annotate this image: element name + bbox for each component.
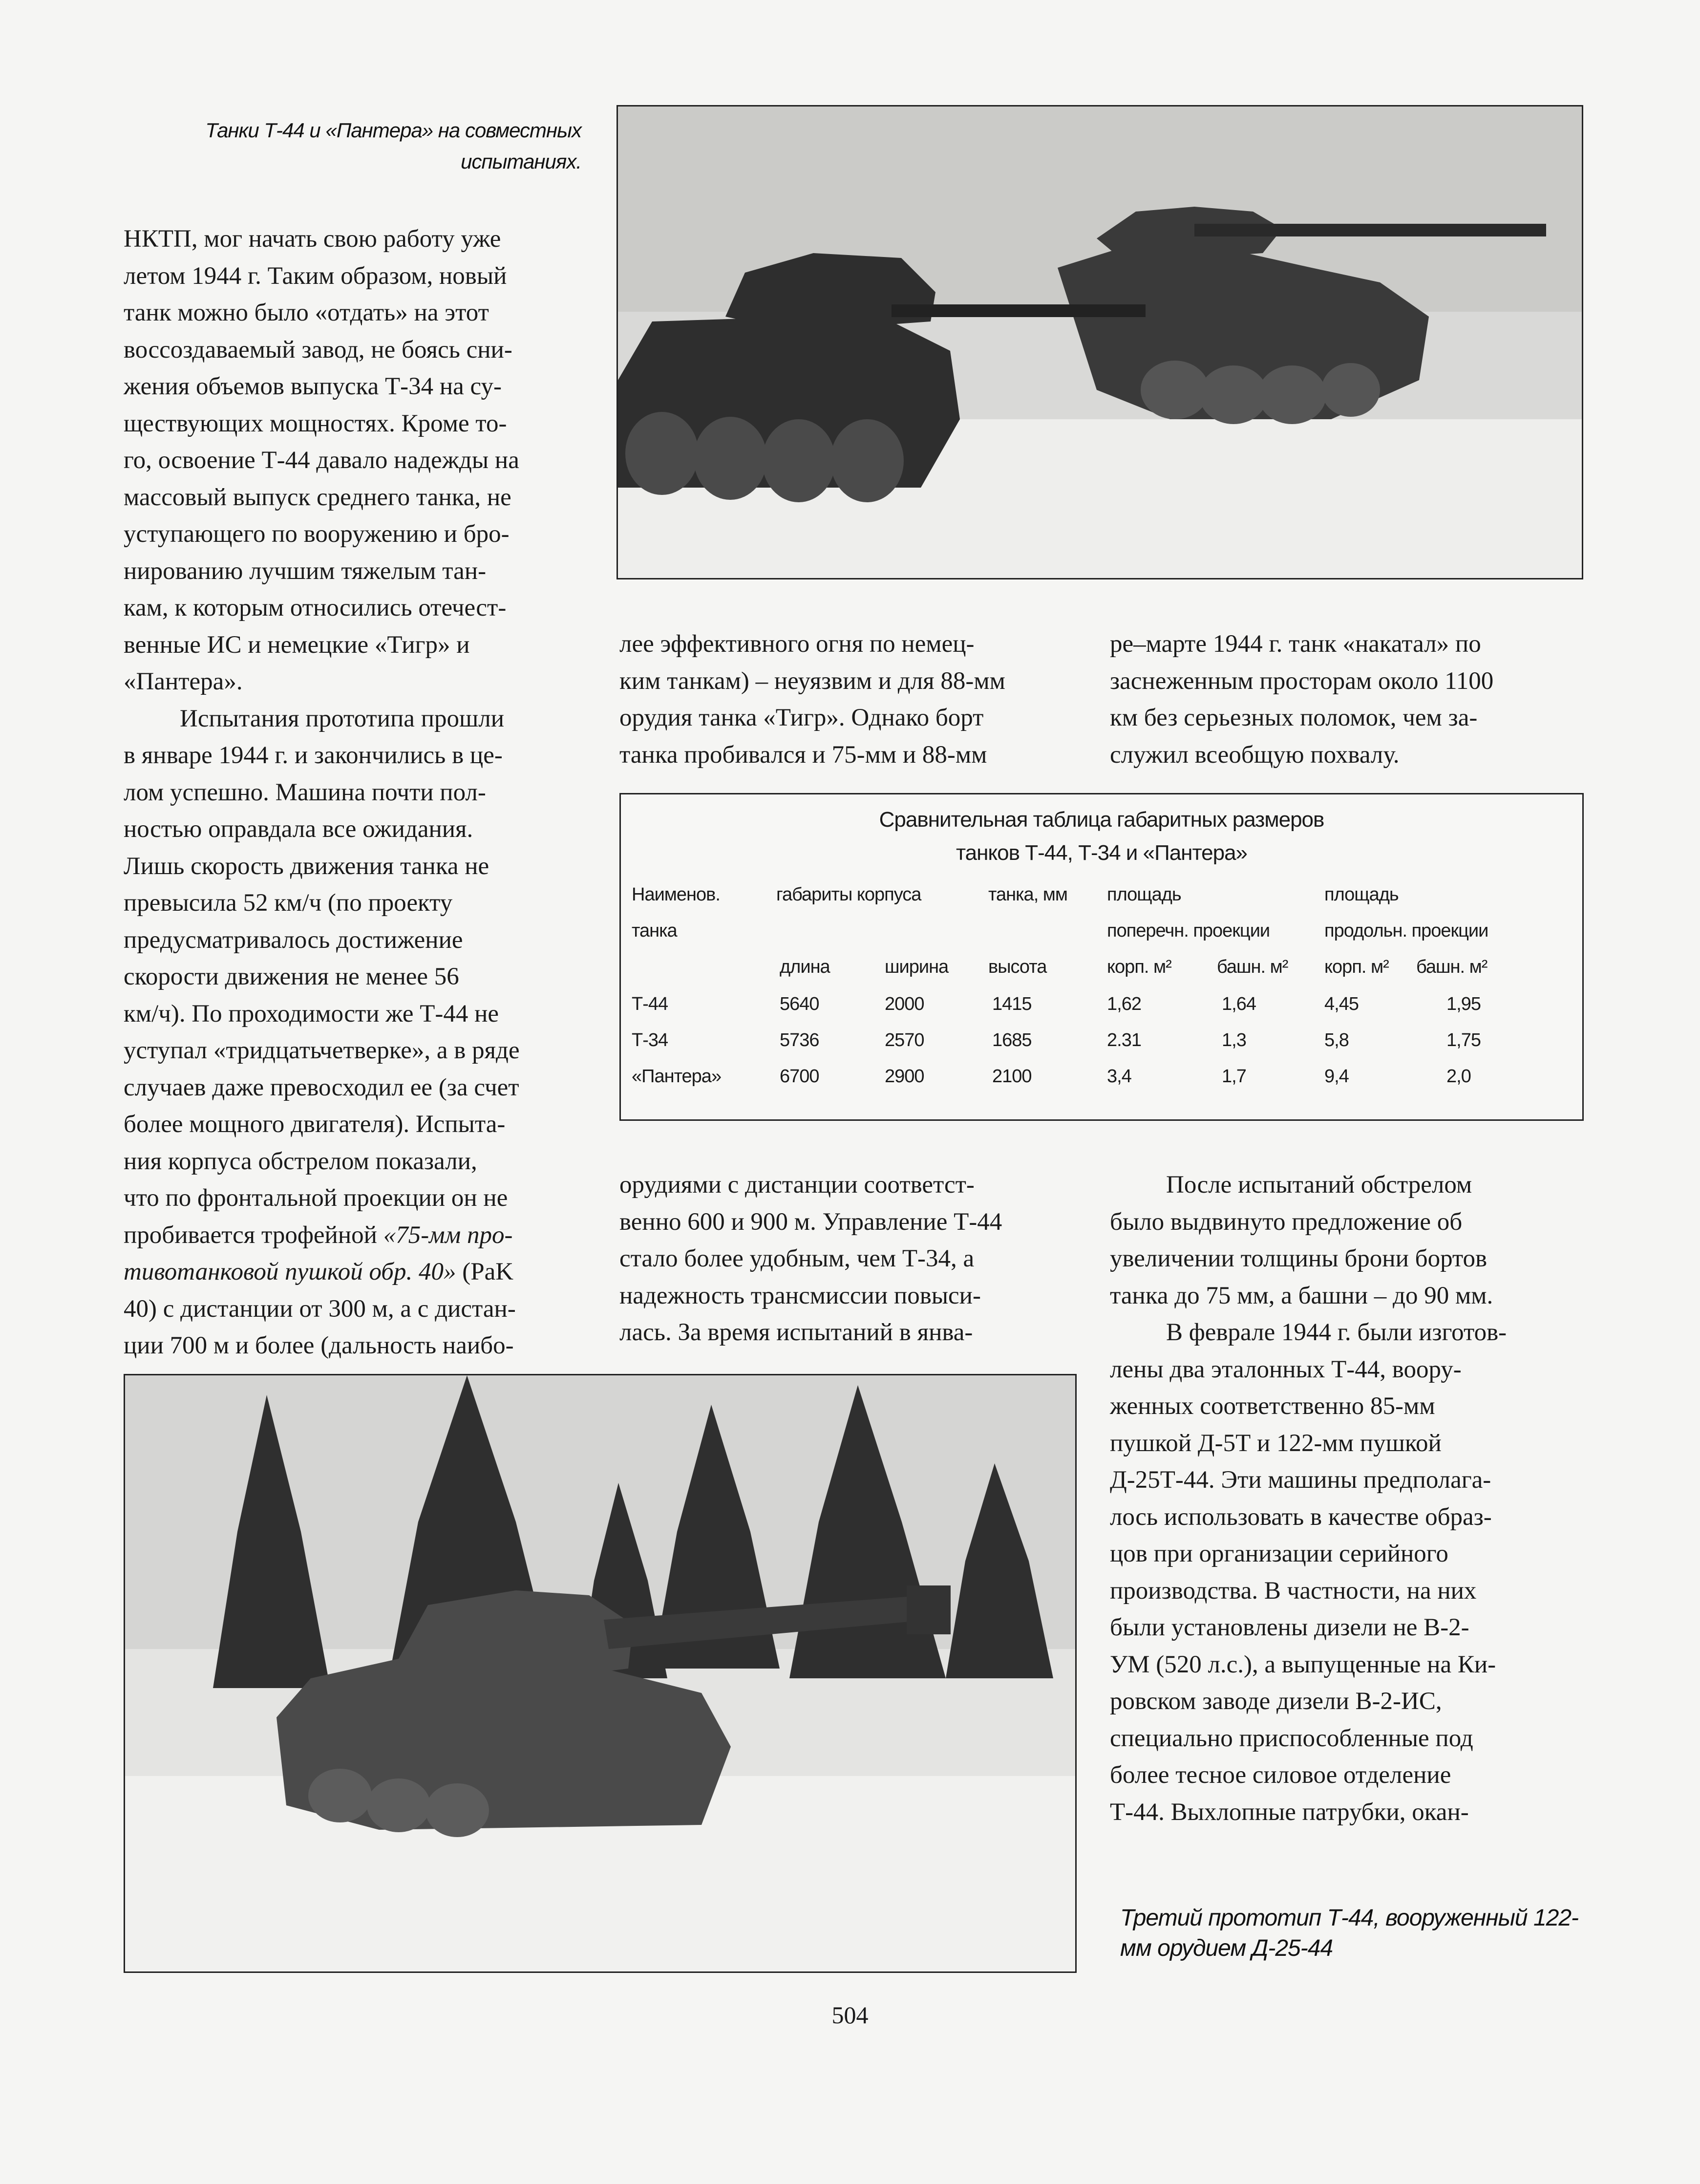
table-cell: 1685 <box>992 1030 1032 1050</box>
table-title-line-1: Сравнительная таблица габаритных размеров <box>879 808 1324 832</box>
table-header: габариты корпуса <box>776 884 921 905</box>
table-cell: 1,95 <box>1446 994 1481 1014</box>
tanks-photo-illustration <box>618 107 1582 578</box>
table-cell: 5736 <box>780 1030 819 1050</box>
column-mid-bottom: орудиями с дистанции соответст- венно 600 и 900 м. Управление Т-44 стало более удобным, чем Т-34, а надежность трансмиссии повыси- лась. За время испытаний в янва- <box>619 1171 1002 1346</box>
table-header: продольн. проекции <box>1324 921 1488 941</box>
column-right-top: ре–марте 1944 г. танк «накатал» по заснеженным просторам около 1100 км без серьезных поломок, чем за- служил всеобщую похвалу. <box>1110 630 1494 769</box>
column-mid-top: лее эффективного огня по немец- ким танкам) – неуязвим и для 88-мм орудия танка «Тигр». Однако борт танка пробивался и 75-мм и 88-мм <box>619 630 1005 769</box>
table-cell: 9,4 <box>1324 1066 1349 1087</box>
left-italic-line-1: пробивается трофейной «75-мм про- <box>124 1221 513 1249</box>
table-header: высота <box>988 957 1047 977</box>
left-italic-line-2: тивотанковой пушкой обр. 40» (PaK <box>124 1258 514 1285</box>
t44-prototype-photo-illustration <box>125 1375 1075 1971</box>
table-cell: 4,45 <box>1324 994 1359 1014</box>
table-header: Наименов. <box>632 884 720 905</box>
table-cell: 1,3 <box>1222 1030 1246 1050</box>
table-cell: 2900 <box>885 1066 924 1087</box>
table-cell: 1,64 <box>1222 994 1256 1014</box>
bottom-photo-caption: Третий прототип Т-44, вооруженный 122- мм орудием Д-25-44 <box>1120 1905 1579 1961</box>
table-header: площадь <box>1324 884 1399 905</box>
bottom-photo <box>124 1374 1077 1973</box>
table-cell: 2100 <box>992 1066 1032 1087</box>
table-header: корп. м² <box>1107 957 1171 977</box>
table-cell: 5640 <box>780 994 819 1014</box>
table-header: ширина <box>885 957 949 977</box>
right-paragraph-2: В феврале 1944 г. были изготов- лены два эталонных Т-44, воору- женных соответственно 85-мм пушкой Д-5Т и 122-мм пушкой Д-25Т-44. Эти машины предполага- лось использовать в качестве образ- цов при организации серийного производства. В частности, на них были установлены дизели не В-2- УМ (520 л.с.), а выпущенные на Ки- ровском заводе дизели В-2-ИС, специально приспособленные под более тесное силовое отделение Т-44. Выхлопные патрубки, окан- <box>1110 1319 1507 1826</box>
left-paragraph-1: НКТП, мог начать свою работу уже летом 1944 г. Таким образом, новый танк можно было «отдать» на этот воссоздаваемый завод, не боясь сни- жения объемов выпуска Т-34 на су- ществующих мощностях. Кроме то- го, освоение Т-44 давало надежды на массовый выпуск среднего танка, не уступающего по вооружению и бро- нированию лучшим тяжелым тан- кам, к которым относились отечест- венные ИС и немецкие «Тигр» и «Пантера». <box>124 225 519 695</box>
top-photo <box>616 105 1583 579</box>
table-cell: 1415 <box>992 994 1032 1014</box>
table-cell: 1,75 <box>1446 1030 1481 1050</box>
table-cell: 6700 <box>780 1066 819 1087</box>
table-header: танка <box>632 921 677 941</box>
table-header: поперечн. проекции <box>1107 921 1270 941</box>
table-cell: 2000 <box>885 994 924 1014</box>
table-cell: 1,62 <box>1107 994 1141 1014</box>
table-cell: Т-34 <box>632 1030 668 1050</box>
table-cell: 2570 <box>885 1030 924 1050</box>
column-left <box>124 221 581 1365</box>
left-paragraph-2: Испытания прототипа прошли в январе 1944 г. и закончились в це- лом успешно. Машина почти пол- ностью оправдала все ожидания. Лишь скорость движения танка не превысила 52 км/ч (по проекту предусматривалось достижение скорости движения не менее 56 км/ч). По проходимости же Т-44 не уступал «тридцатьчетверке», а в ряде случаев даже превосходил ее (за счет более мощного двигателя). Испыта- ния корпуса обстрелом показали, что по фронтальной проекции он не пробивается трофейной «75-мм про- тивотанковой пушкой обр. 40» (PaK 40) с дистанции от 300 м, а с дистан- ции 700 м и более (дальность наибо- <box>124 701 581 1365</box>
table-header: танка, мм <box>988 884 1068 905</box>
table-cell: 2,0 <box>1446 1066 1471 1087</box>
table-cell: «Пантера» <box>632 1066 722 1087</box>
table-title-line-2: танков Т-44, Т-34 и «Пантера» <box>956 841 1248 865</box>
column-right-bottom <box>1110 1167 1579 1831</box>
table-header: башн. м² <box>1416 957 1488 977</box>
table-header: площадь <box>1107 884 1181 905</box>
table-cell: Т-44 <box>632 994 668 1014</box>
page-number: 504 <box>831 2001 869 2029</box>
table-cell: 5,8 <box>1324 1030 1349 1050</box>
right-paragraph-1: После испытаний обстрелом было выдвинуто предложение об увеличении толщины брони бортов танка до 75 мм, а башни – до 90 мм. <box>1110 1171 1493 1309</box>
table-cell: 3,4 <box>1107 1066 1131 1087</box>
table-header: длина <box>780 957 830 977</box>
top-photo-caption: Танки Т-44 и «Пантера» на совместных испытаниях. <box>205 119 581 173</box>
table-header: башн. м² <box>1217 957 1288 977</box>
table-cell: 2.31 <box>1107 1030 1141 1050</box>
table-cell: 1,7 <box>1222 1066 1246 1087</box>
table-header: корп. м² <box>1324 957 1389 977</box>
comparison-table <box>619 793 1584 1121</box>
